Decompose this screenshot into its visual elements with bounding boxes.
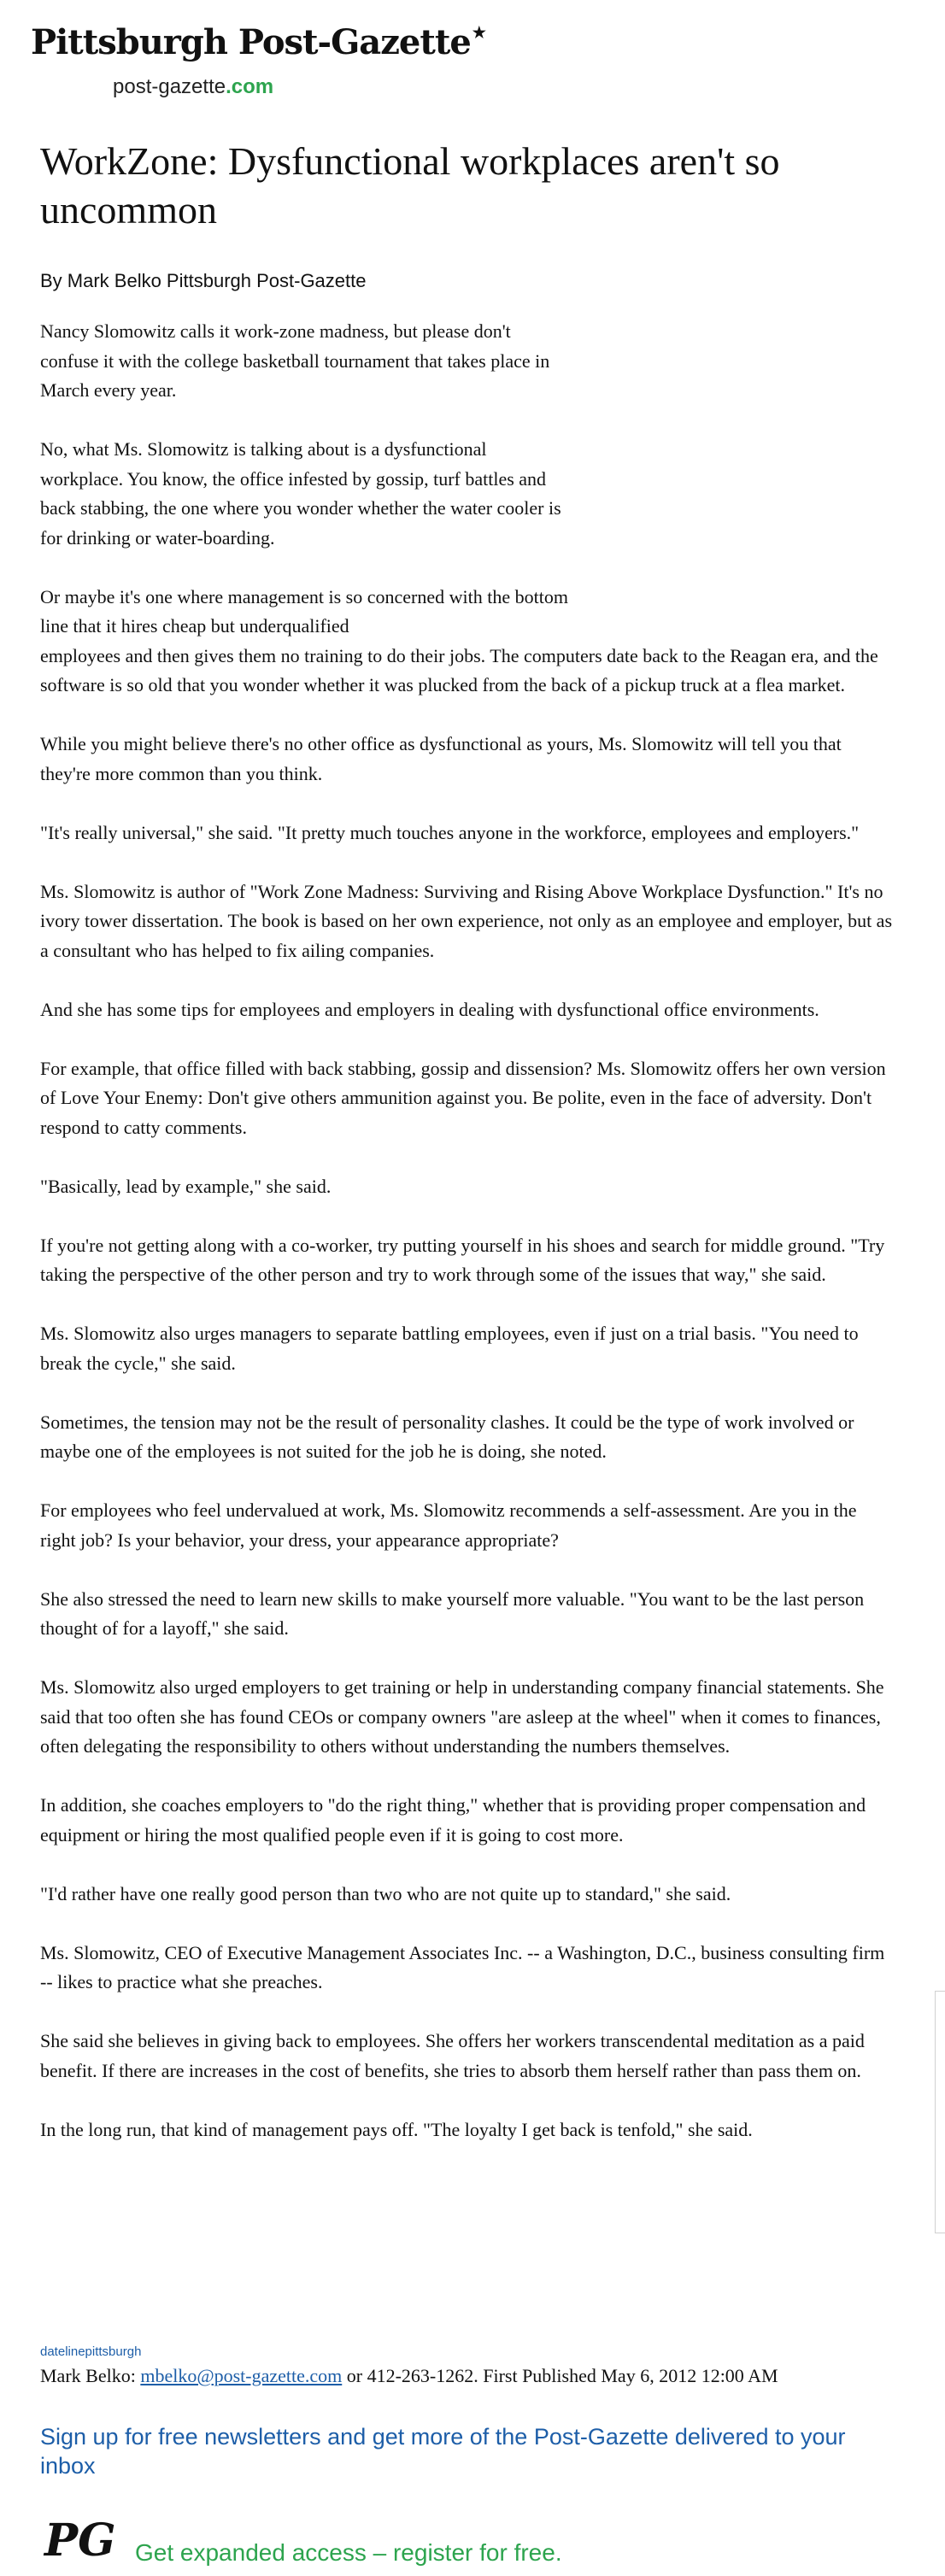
article-paragraph: Ms. Slomowitz, CEO of Executive Management Associates Inc. -- a Washington, D.C., business consulting firm -- likes to practice what she preaches. bbox=[40, 1941, 885, 1992]
register-link[interactable]: Get expanded access – register for free. bbox=[135, 2539, 562, 2566]
article-paragraph: "Basically, lead by example," she said. bbox=[40, 1175, 332, 1197]
article-paragraph: Ms. Slomowitz is author of "Work Zone Madness: Surviving and Rising Above Workplace Dysfunction." It's no ivory tower dissertation. The book is based on her own experience, not only as an employee and employer, but as a consultant who has helped to fix ailing companies. bbox=[40, 880, 893, 961]
article-paragraph: If you're not getting along with a co-worker, try putting yourself in his shoes and search for middle ground. "Try taking the perspective of the other person and try to work through some of the issues that way," she said. bbox=[40, 1234, 885, 1285]
article-paragraph: For employees who feel undervalued at work, Ms. Slomowitz recommends a self-assessment. Are you in the right job? Is your behavior, your dress, your appearance appropriate? bbox=[40, 1499, 857, 1551]
article-paragraph: And she has some tips for employees and employers in dealing with dysfunctional office environments. bbox=[40, 998, 819, 1020]
article-paragraph: Or maybe it's one where management is so concerned with the bottom line that it hires cheap but underqualified bbox=[40, 585, 568, 637]
article-paragraph: For example, that office filled with back stabbing, gossip and dissension? Ms. Slomowitz offers her own version of Love Your Enemy: Don't give others ammunition against you. Be polite, even in the face of adversity. Don't respond to catty comments. bbox=[40, 1057, 886, 1138]
site-domain[interactable] bbox=[113, 75, 273, 99]
newsletter-signup-link[interactable]: Sign up for free newsletters and get more of the Post-Gazette delivered to your inbox bbox=[40, 2424, 846, 2479]
site-domain-main: post-gazette bbox=[113, 75, 226, 98]
logo-star-icon: ★ bbox=[472, 24, 485, 42]
site-logo[interactable] bbox=[31, 22, 485, 62]
article-paragraph: While you might believe there's no other office as dysfunctional as yours, Ms. Slomowitz will tell you that they're more common than you think. bbox=[40, 733, 842, 784]
article-paragraph: Sometimes, the tension may not be the result of personality clashes. It could be the type of work involved or maybe one of the employees is not suited for the job he is doing, she noted. bbox=[40, 1411, 854, 1462]
article-paragraph: employees and then gives them no training to do their jobs. The computers date back to the Reagan era, and the software is so old that you wonder whether it was plucked from the back of a pickup truck at a flea market. bbox=[40, 644, 878, 695]
article-paragraph: No, what Ms. Slomowitz is talking about is a dysfunctional workplace. You know, the office infested by gossip, turf battles and back stabbing, the one where you wonder whether the water cooler is for drinking or water-boarding. bbox=[40, 438, 561, 549]
masthead bbox=[31, 22, 485, 103]
site-logo-text: Pittsburgh Post-Gazette bbox=[31, 22, 471, 62]
article-paragraph: Ms. Slomowitz also urged employers to get training or help in understanding company financial statements. She said that too often she has found CEOs or company owners "are asleep at the wheel" when it comes to finances, often delegating the responsibility to others without understanding the numbers themselves. bbox=[40, 1676, 884, 1757]
article-headline: WorkZone: Dysfunctional workplaces aren't so uncommon bbox=[40, 139, 780, 232]
article-paragraph: In the long run, that kind of management pays off. "The loyalty I get back is tenfold," she said. bbox=[40, 2118, 753, 2140]
author-email-link[interactable]: mbelko@post-gazette.com bbox=[140, 2365, 343, 2386]
article-byline: By Mark Belko Pittsburgh Post-Gazette bbox=[40, 270, 367, 291]
author-contact bbox=[40, 2365, 778, 2387]
article-paragraph: Ms. Slomowitz also urges managers to separate battling employees, even if just on a trial basis. "You need to break the cycle," she said. bbox=[40, 1323, 859, 1374]
article-paragraph: Nancy Slomowitz calls it work-zone madness, but please don't confuse it with the college basketball tournament that takes place in March every year. bbox=[40, 320, 550, 401]
article-paragraph: "It's really universal," she said. "It pretty much touches anyone in the workforce, employees and employers." bbox=[40, 821, 860, 843]
dateline-link[interactable]: datelinepittsburgh bbox=[40, 2344, 142, 2359]
pg-logo-icon: PG bbox=[44, 2514, 116, 2567]
author-phone-published: or 412-263-1262. First Published May 6, 2012 12:00 AM bbox=[346, 2365, 778, 2386]
side-panel-edge bbox=[935, 1991, 945, 2233]
site-domain-tld: .com bbox=[226, 75, 274, 98]
article-paragraph: In addition, she coaches employers to "do the right thing," whether that is providing proper compensation and equipment or hiring the most qualified people even if it is going to cost more. bbox=[40, 1794, 866, 1845]
article-paragraph: She said she believes in giving back to employees. She offers her workers transcendental meditation as a paid benefit. If there are increases in the cost of benefits, she tries to absorb them herself rather than pass them on. bbox=[40, 2030, 865, 2081]
article-paragraph: "I'd rather have one really good person than two who are not quite up to standard," she said. bbox=[40, 1882, 731, 1904]
author-name: Mark Belko: bbox=[40, 2365, 136, 2386]
article-body bbox=[40, 317, 895, 2174]
article-paragraph: She also stressed the need to learn new skills to make yourself more valuable. "You want to be the last person thought of for a layoff," she said. bbox=[40, 1587, 865, 1639]
